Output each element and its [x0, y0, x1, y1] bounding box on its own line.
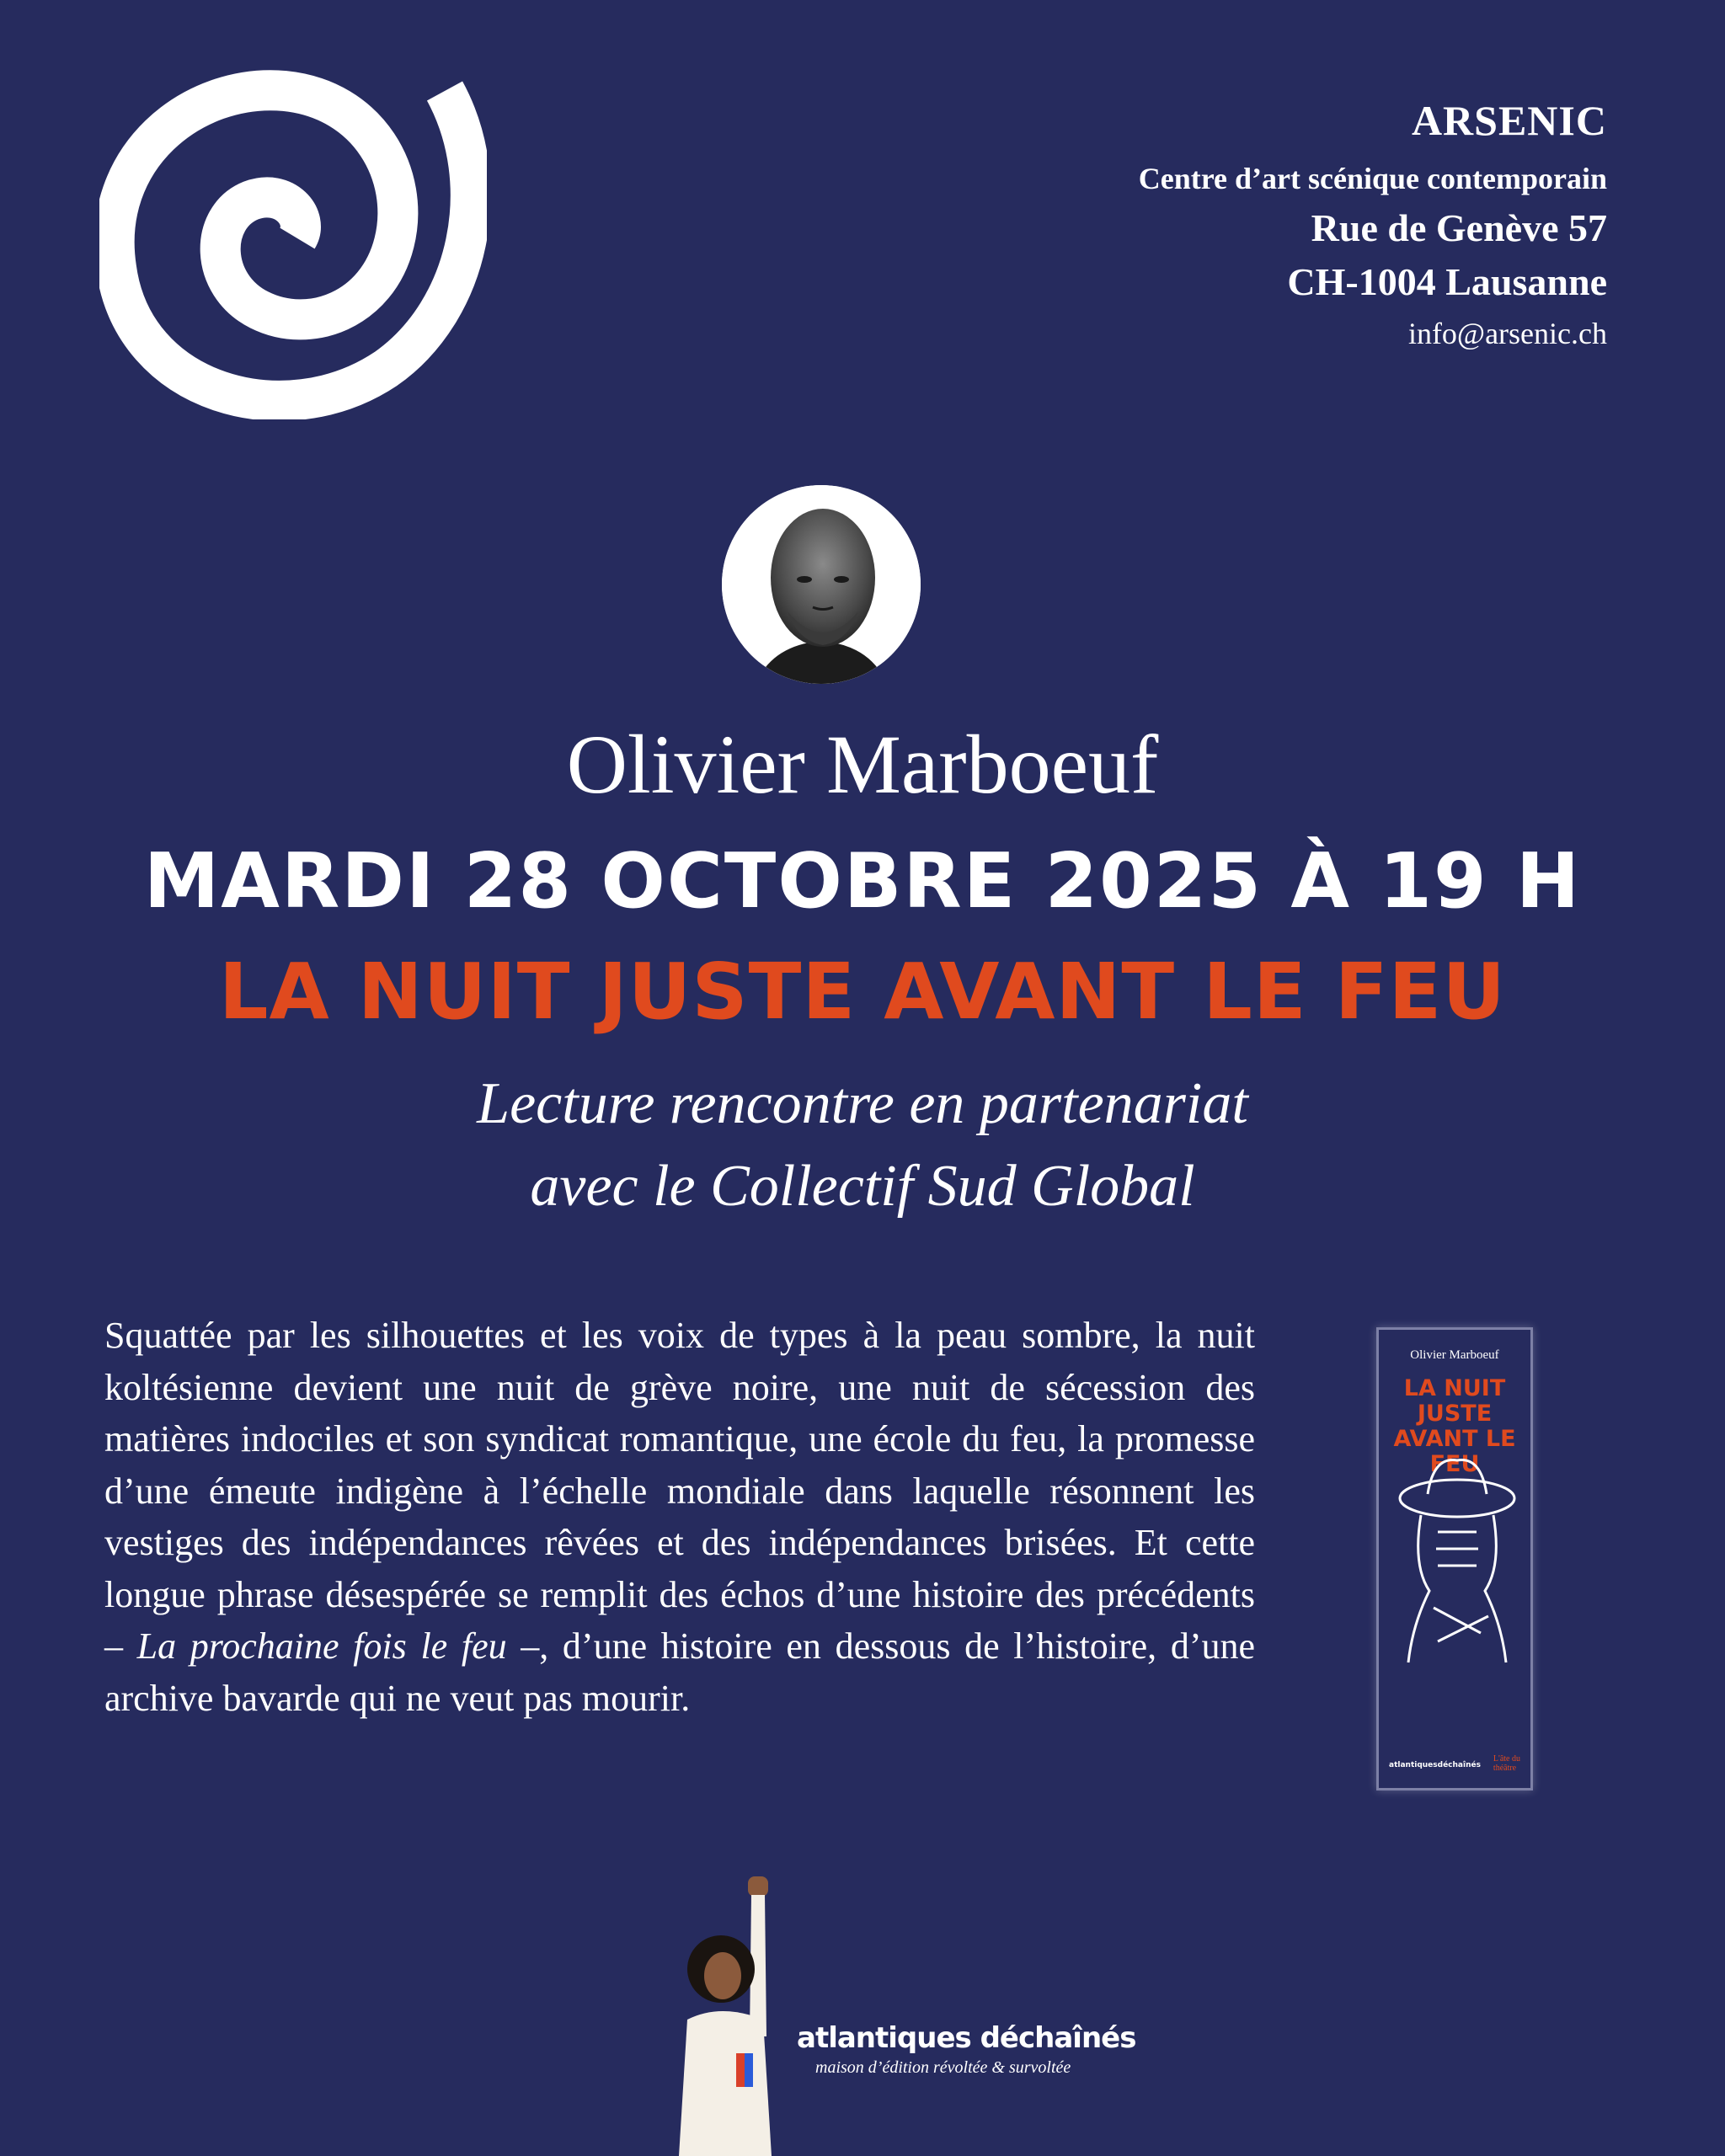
venue-subtitle: Centre d’art scénique contemporain — [1138, 162, 1607, 195]
book-cover-series-line-2: théâtre — [1493, 1764, 1517, 1773]
event-title: LA NUIT JUSTE AVANT LE FEU — [218, 947, 1507, 1037]
venue-city: CH-1004 Lausanne — [1287, 260, 1607, 303]
author-portrait — [722, 485, 921, 684]
publisher-name-logo: atlantiques déchaînés — [797, 2021, 1136, 2055]
arsenic-spiral-logo — [99, 57, 487, 419]
book-cover-publisher: atlantiquesdéchaînés — [1389, 1761, 1481, 1769]
description-italic-title: La prochaine fois le feu — [136, 1625, 507, 1667]
venue-email-link[interactable]: info@arsenic.ch — [1407, 317, 1607, 350]
event-date: MARDI 28 OCTOBRE 2025 À 19 H — [143, 837, 1582, 926]
description-part-1: Squattée par les silhouettes et les voix de types à la peau sombre, la nuit koltésienne devient une nuit de grève noire, une nuit de sécession des matières indociles et son syndicat romantique, une école du feu, la promesse d’une émeute indigène à l’échelle mondiale dans laquelle résonnent les vestiges des indépendances rêvées et des indépendances brisées. Et cette longue phrase désespérée se remplit des échos d’une histoire des précédents – — [104, 1315, 1255, 1667]
description-part-2: –, d’une histoire en dessous de l’histoire, d’une archive bavarde qui ne veut pas mourir. — [104, 1625, 1256, 1719]
event-subtitle-line-2: avec le Collectif Sud Global — [530, 1154, 1195, 1219]
book-cover-title-line-1: LA NUIT JUSTE — [1403, 1375, 1506, 1427]
book-cover-author: Olivier Marboeuf — [1410, 1348, 1499, 1362]
book-cover-illustration — [1396, 1456, 1519, 1667]
venue-name: ARSENIC — [1411, 97, 1607, 144]
event-description — [104, 1310, 1255, 1724]
author-name: Olivier Marboeuf — [566, 718, 1159, 811]
event-subtitle — [0, 1063, 1725, 1228]
book-cover — [1376, 1327, 1533, 1790]
publisher-raised-fist-figure — [670, 1876, 805, 2156]
venue-street: Rue de Genève 57 — [1311, 206, 1607, 249]
publisher-tagline: maison d’édition révoltée & survoltée — [815, 2058, 1071, 2077]
event-subtitle-line-1: Lecture rencontre en partenariat — [477, 1071, 1248, 1136]
venue-info — [1139, 99, 1607, 349]
book-cover-series — [1493, 1754, 1520, 1773]
description-paragraph — [104, 1310, 1255, 1724]
book-cover-series-line-1: L'âte du — [1493, 1754, 1520, 1764]
book-cover-title-line-2: AVANT LE FEU — [1393, 1426, 1516, 1477]
